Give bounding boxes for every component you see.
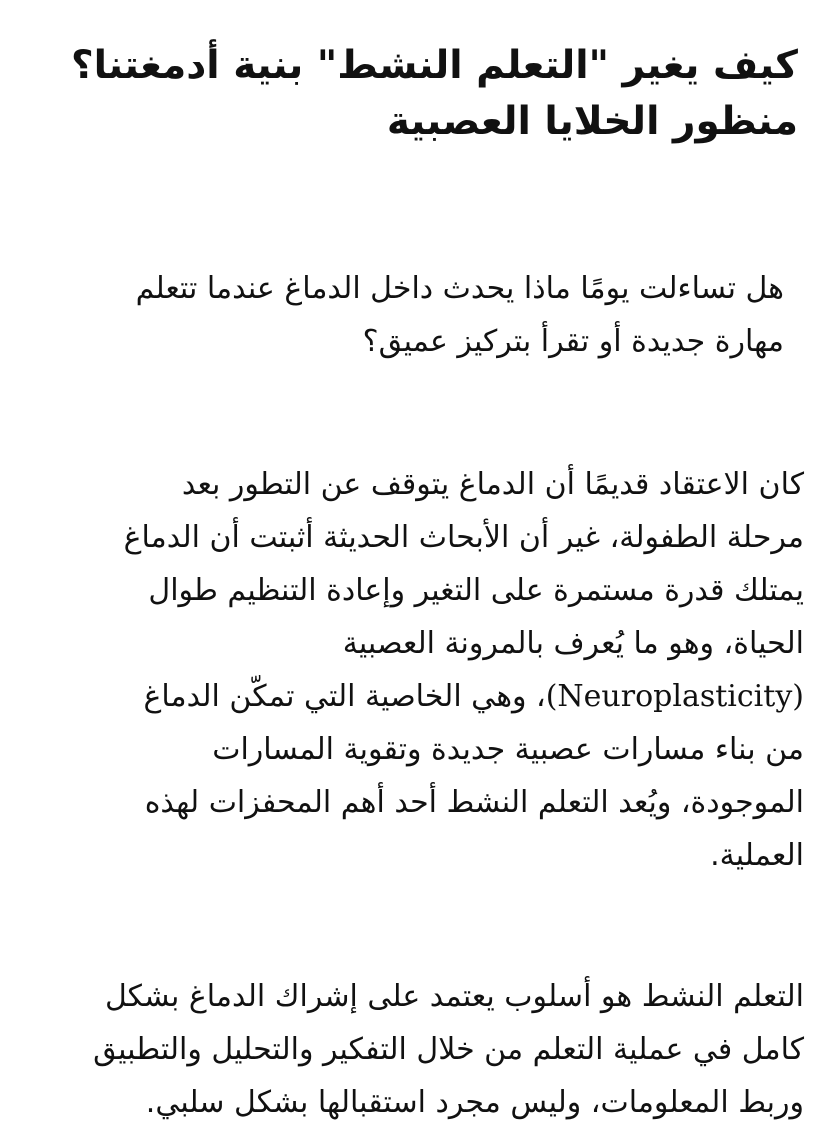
paragraph-line: من بناء مسارات عصبية جديدة وتقوية المسارات xyxy=(212,732,804,767)
paragraph-line: التعلم النشط هو أسلوب يعتمد على إشراك الدماغ بشكل xyxy=(104,979,804,1014)
paragraph-line: العملية. xyxy=(710,838,804,873)
paragraph-line: الحياة، وهو ما يُعرف بالمرونة العصبية xyxy=(342,626,804,661)
title-line: كيف يغير "التعلم النشط" بنية أدمغتنا؟ xyxy=(70,43,798,88)
article-title xyxy=(24,38,804,150)
paragraph-line xyxy=(24,670,804,723)
paragraph-line: الموجودة، ويُعد التعلم النشط أحد أهم المحفزات لهذه xyxy=(144,785,804,820)
neuroplasticity-paragraph xyxy=(24,458,804,882)
paragraph-line-rest: ، وهي الخاصية التي تمكّن الدماغ xyxy=(143,679,546,714)
paragraph-line: كان الاعتقاد قديمًا أن الدماغ يتوقف عن التطور بعد xyxy=(181,467,804,502)
paragraph-line: مرحلة الطفولة، غير أن الأبحاث الحديثة أثبتت أن الدماغ xyxy=(123,520,804,555)
paragraph-line: مهارة جديدة أو تقرأ بتركيز عميق؟ xyxy=(362,324,784,359)
paragraph-line: وربط المعلومات، وليس مجرد استقبالها بشكل سلبي. xyxy=(145,1085,804,1120)
paragraph-line: هل تساءلت يومًا ماذا يحدث داخل الدماغ عندما تتعلم xyxy=(135,271,784,306)
active-learning-paragraph xyxy=(24,970,804,1129)
paragraph-line: كامل في عملية التعلم من خلال التفكير والتحليل والتطبيق xyxy=(93,1032,804,1067)
title-line: منظور الخلايا العصبية xyxy=(386,99,798,144)
paragraph-line: يمتلك قدرة مستمرة على التغير وإعادة التنظيم طوال xyxy=(148,573,804,608)
neuroplasticity-term: (Neuroplasticity) xyxy=(545,679,804,714)
intro-paragraph xyxy=(24,262,804,368)
